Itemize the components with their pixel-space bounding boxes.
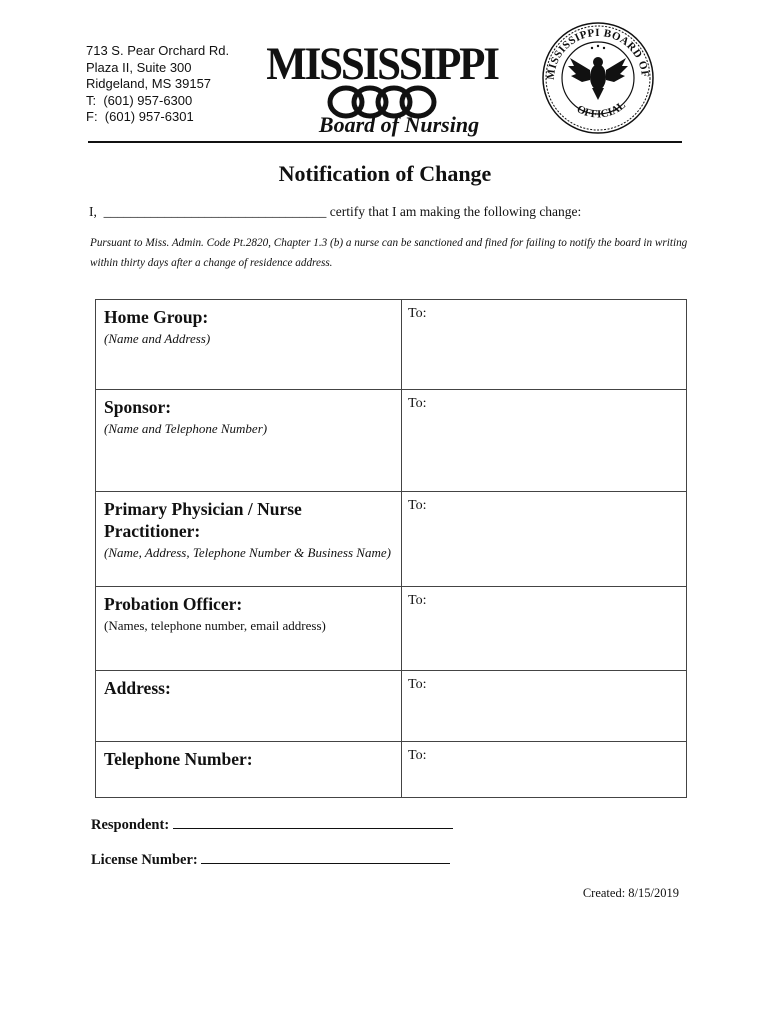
- certify-prefix: I,: [89, 204, 104, 219]
- office-address: [86, 43, 229, 126]
- address-line: Ridgeland, MS 39157: [86, 76, 212, 92]
- created-date: Created: 8/15/2019: [582, 886, 679, 900]
- table-row: [96, 742, 687, 798]
- phone-line: T: (601) 957-6300: [86, 92, 193, 108]
- license-row: [91, 852, 450, 869]
- row-subtitle: (Name, Address, Telephone Number & Business Name): [104, 545, 391, 560]
- to-label: To:: [408, 748, 427, 763]
- license-number-line[interactable]: [201, 862, 450, 864]
- row-title: Telephone Number:: [104, 749, 253, 769]
- logo-wordmark: MISSISSIPPI: [266, 39, 498, 90]
- table-row: [96, 671, 687, 742]
- telephone-to-field[interactable]: [402, 742, 687, 798]
- certify-statement: [89, 204, 581, 220]
- to-label: To:: [408, 677, 427, 692]
- certify-suffix: certify that I am making the following change:: [326, 204, 582, 219]
- sponsor-to-field[interactable]: [402, 390, 687, 492]
- row-title: Probation Officer:: [104, 594, 243, 614]
- home-group-label-cell: [96, 300, 402, 390]
- page-title: Notification of Change: [278, 161, 492, 186]
- table-row: [96, 390, 687, 492]
- fax-line: F: (601) 957-6301: [86, 109, 194, 125]
- logo-subtitle: Board of Nursing: [318, 112, 480, 137]
- to-label: To:: [408, 396, 427, 411]
- physician-label-cell: [96, 492, 402, 587]
- address-line: 713 S. Pear Orchard Rd.: [86, 43, 230, 58]
- row-subtitle: (Names, telephone number, email address): [104, 618, 326, 633]
- table-row: [96, 492, 687, 587]
- respondent-signature-line[interactable]: [173, 827, 453, 829]
- table-row: [96, 587, 687, 671]
- address-to-field[interactable]: [402, 671, 687, 742]
- telephone-label-cell: [96, 742, 402, 798]
- to-label: To:: [408, 498, 427, 513]
- seal-eagle-icon: [540, 20, 656, 136]
- sponsor-label-cell: [96, 390, 402, 492]
- board-logo: [266, 38, 498, 142]
- row-subtitle: (Name and Address): [104, 331, 211, 346]
- row-title: Address:: [104, 678, 171, 698]
- row-title: Sponsor:: [104, 397, 172, 417]
- address-label-cell: [96, 671, 402, 742]
- respondent-row: [91, 817, 453, 834]
- to-label: To:: [408, 306, 427, 321]
- change-form-table: [95, 299, 687, 798]
- address-line: Plaza II, Suite 300: [86, 59, 192, 75]
- physician-to-field[interactable]: [402, 492, 687, 587]
- license-number-label: License Number:: [91, 852, 202, 868]
- respondent-label: Respondent:: [91, 817, 173, 833]
- certify-name-blank[interactable]: _________________________________: [103, 204, 327, 219]
- row-title: Home Group:: [104, 307, 209, 327]
- probation-officer-to-field[interactable]: [402, 587, 687, 671]
- seal-top-text: MISSISSIPPI BOARD OF: [544, 26, 651, 81]
- home-group-to-field[interactable]: [402, 300, 687, 390]
- probation-officer-label-cell: [96, 587, 402, 671]
- svg-text:OFFICIAL: [575, 99, 628, 120]
- seal-bottom-text: OFFICIAL: [574, 99, 628, 121]
- header-divider: [88, 141, 682, 143]
- table-row: [96, 300, 687, 390]
- row-title: Primary Physician / Nurse Practitioner:: [104, 499, 302, 541]
- row-subtitle: (Name and Telephone Number): [104, 421, 268, 436]
- official-seal: [540, 20, 656, 136]
- pursuant-notice: Pursuant to Miss. Admin. Code Pt.2820, Chapter 1.3 (b) a nurse can be sanctioned and fined for failing to notify the board in writing within thirty days after a change of residence address.: [90, 237, 688, 269]
- to-label: To:: [408, 593, 427, 608]
